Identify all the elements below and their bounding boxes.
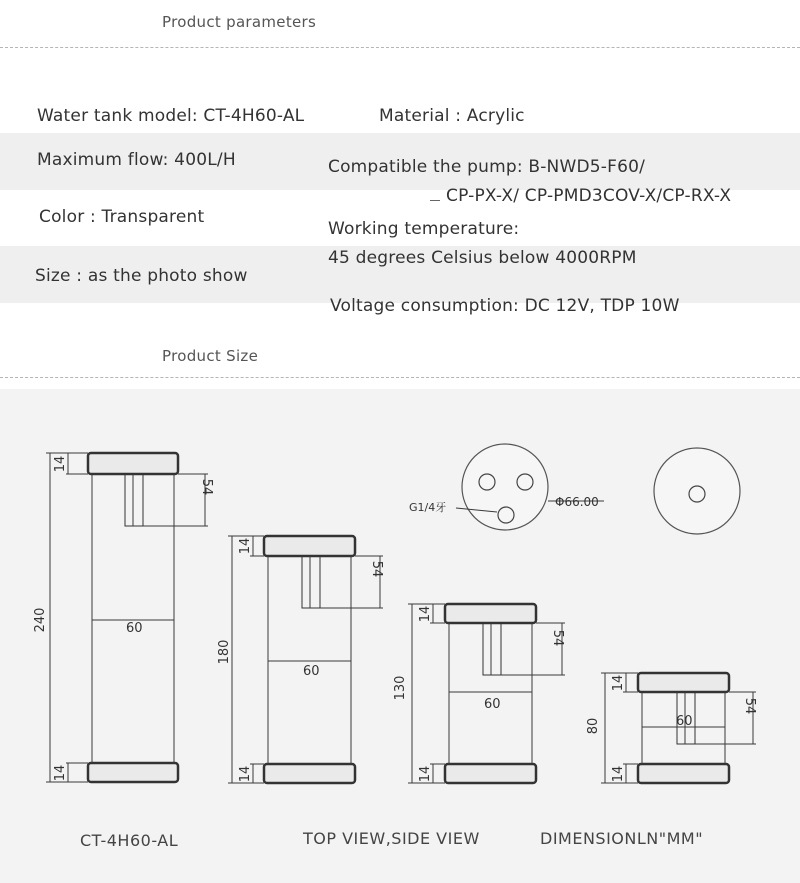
param-color: Color : Transparent <box>39 207 205 227</box>
height-label: 240 <box>33 607 48 633</box>
param-temp-line1: Working temperature: <box>328 219 520 239</box>
bottom-view <box>654 448 740 534</box>
cap-label: 14 <box>418 605 433 623</box>
diameter-label: 60 <box>303 664 320 679</box>
top-diameter-label: Φ66.00 <box>555 495 599 509</box>
param-pump-line2: CP-PX-X/ CP-PMD3COV-X/CP-RX-X <box>446 186 732 206</box>
tank-180 <box>217 536 384 783</box>
param-size: Size : as the photo show <box>35 266 248 286</box>
tank-240 <box>33 453 214 782</box>
diameter-label: 60 <box>126 621 143 636</box>
caption-dimension: DIMENSIONLN"MM" <box>540 829 704 848</box>
cap-label: 14 <box>418 765 433 783</box>
caption-views: TOP VIEW,SIDE VIEW <box>303 829 480 848</box>
cap-label: 14 <box>53 455 68 473</box>
diameter-label: 60 <box>676 714 693 729</box>
top-view-ports <box>409 444 604 530</box>
cap-label: 14 <box>611 674 626 692</box>
param-material: Material : Acrylic <box>379 106 525 126</box>
size-section-title: Product Size <box>162 347 259 365</box>
tank-80 <box>586 673 757 783</box>
cap-label: 14 <box>238 537 253 555</box>
param-model: Water tank model: CT-4H60-AL <box>37 106 305 126</box>
param-voltage: Voltage consumption: DC 12V, TDP 10W <box>330 296 680 316</box>
cap-label: 14 <box>238 765 253 783</box>
thread-label: G1/4牙 <box>409 501 447 514</box>
height-label: 80 <box>586 717 601 735</box>
height-label: 180 <box>217 639 232 665</box>
params-section-title: Product parameters <box>162 13 317 31</box>
caption-model: CT-4H60-AL <box>80 831 179 850</box>
param-temp-line2: 45 degrees Celsius below 4000RPM <box>328 248 637 268</box>
param-pump-line1: Compatible the pump: B-NWD5-F60/ <box>328 157 646 177</box>
tube-label: 54 <box>550 629 565 647</box>
tube-label: 54 <box>199 478 214 496</box>
height-label: 130 <box>393 675 408 701</box>
diameter-label: 60 <box>484 697 501 712</box>
tube-label: 54 <box>369 560 384 578</box>
tank-130 <box>393 604 565 783</box>
param-flow: Maximum flow: 400L/H <box>37 150 236 170</box>
tube-label: 54 <box>742 697 757 715</box>
cap-label: 14 <box>611 765 626 783</box>
cap-label: 14 <box>53 764 68 782</box>
